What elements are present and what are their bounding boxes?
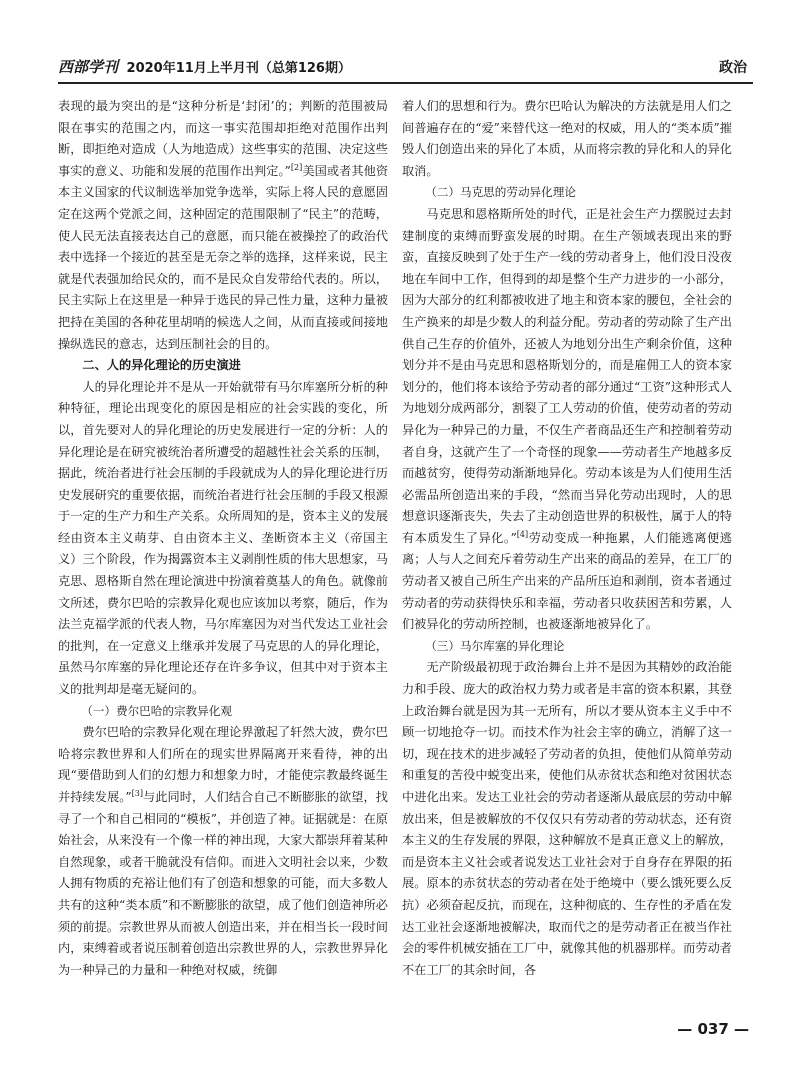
- paragraph: [402, 204, 732, 636]
- issue-info: 2020年11月上半月刊（总第126期）: [126, 61, 351, 76]
- subsection-heading: （三）马尔库塞的异化理论: [425, 638, 565, 653]
- section-heading: 二、人的异化理论的历史演进: [82, 358, 241, 373]
- left-column: [58, 96, 388, 1036]
- paragraph-text: 马克思和恩格斯所处的时代，正是社会生产力摆脱过去封建制度的束缚而野蛮发展的时期。在生产领域表现出来的野蛮，直接反映到了处于生产一线的劳动者身上，他们没日没夜地在车间中工作，但得到的却是整个生产力进步的一小部分，因为大部分的红利都被收进了地主和资本家的腰包，全社会的生产换来的却是少数人的利益分配。劳动者的劳动除了生产出供自己生存的价值外，还被人为地划分出生产剩余价值，这种划分并不是由马克思和恩格斯划分的，而是雇佣工人的资本家划分的，他们将本该给予劳动者的部分通过“工资”这种形式人为地划分成两部分，割裂了工人劳动的价值，使劳动者的劳动异化为一种异己的力量，不仅生产者商品还生产和控制着劳动者自身，这就产生了一个奇怪的现象——劳动者生产地越多反而越贫穷，使得劳动渐渐地异化。劳动本该是为人们使用生活必需品所创造出来的手段，“然而当异化劳动出现时，人的思想意识逐渐丧失，失去了主动创造世界的积极性，属于人的特有本质发生了异化。”: [402, 206, 732, 545]
- citation-ref: [2]: [290, 162, 303, 172]
- citation-ref: [3]: [131, 788, 143, 798]
- paragraph-text: 与此同时，人们结合自己不断膨胀的欲望，找寻了一个和自己相同的“模板”，并创造了神。证据就是：在原始社会，从来没有一个像一样的神出现，大家大都崇拜着某种自然现象，或者干脆就没有信仰。而进入文明社会以来，少数人拥有物质的充裕让他们有了创造和想象的可能，而大多数人共有的这种“类本质”和不断膨胀的欲望，成了他们创造神所必须的前提。宗教世界从而被人创造出来，并在相当长一段时间内，束缚着或者说压制着创造出宗教世界的人，宗教世界异化为一种异己的力量和一种绝对权威，统御: [58, 790, 388, 977]
- subsection-heading: （二）马克思的劳动异化理论: [425, 185, 576, 200]
- right-column: [402, 96, 732, 1036]
- paragraph-text: 美国或者其他资本主义国家的代议制选举加党争选举，实际上将人民的意愿固定在这两个党派之间，这种固定的范围限制了“民主”的范畴，使人民无法直接表达自己的意愿，而只能在被操控了的政治代表中选择一个接近的甚至是无奈之举的选择，这样来说，民主就是代表强加给民众的，而不是民众自发带给代表的。所以，民主实际上在这里是一种异于选民的异己性力量，这种力量被把持在美国的各种花里胡哨的候选人之间，从而直接或间接地操纵选民的意志，达到压制社会的目的。: [58, 163, 388, 351]
- page-header: [58, 52, 753, 84]
- paragraph: 无产阶级最初现于政治舞台上并不是因为其精妙的政治能力和手段、庞大的政治权力势力或者是丰富的资本积累，其登上政治舞台就是因为其一无所有，所以才要从资本主义手中不顾一切地抢夺一切。而技术作为社会主宰的确立，消解了这一切，现在技术的进步减轻了劳动者的负担，使他们从简单劳动和重复的苦役中蜕变出来，使他们从赤贫状态和绝对贫困状态中进化出来。发达工业社会的劳动者逐渐从最底层的劳动中解放出来，但是被解放的不仅仅只有劳动者的劳动状态，还有资本主义的生存发展的界限，这种解放不是真正意义上的解放，而是资本主义社会或者说发达工业社会对于自身存在界限的拓展。原本的赤贫状态的劳动者在处于绝境中（要么饿死要么反抗）必须奋起反抗，而现在，这种彻底的、生存性的矛盾在发达工业社会逐渐地被解决，取而代之的是劳动者正在被当作社会的零件机械安插在工厂中，就像其他的机器那样。而劳动者不在工厂的其余时间，各: [402, 660, 732, 977]
- journal-info: [58, 56, 351, 77]
- paragraph-text: 费尔巴哈的宗教异化观在理论界激起了轩然大波，费尔巴哈将宗教世界和人们所在的现实世界隔离开来看待，神的出现“要借助到人们的幻想力和想象力时，才能使宗教最终诞生并持续发展。”: [58, 725, 388, 804]
- paragraph: [58, 96, 388, 355]
- paragraph: [58, 722, 388, 981]
- journal-logo: 西部学刊: [58, 58, 119, 76]
- paragraph: 人的异化理论并不是从一开始就带有马尔库塞所分析的种种特征，理论出现变化的原因是相应的社会实践的变化，所以，首先要对人的异化理论的历史发展进行一定的分析：人的异化理论是在研究被统治者所遭受的超越性社会关系的压制，据此，统治者进行社会压制的手段就成为人的异化理论进行历史发展研究的重要依据，而统治者进行社会压制的手段又根源于一定的生产力和生产关系。众所周知的是，资本主义的发展经由资本主义萌芽、自由资本主义、垄断资本主义（帝国主义）三个阶段，作为揭露资本主义剥削性质的伟大思想家，马克思、恩格斯自然在理论演进中扮演着奠基人的角色。就像前文所述，费尔巴哈的宗教异化观也应该加以考察，随后，作为法兰克福学派的代表人物，马尔库塞因为对当代发达工业社会的批判，在一定意义上继承并发展了马克思的人的异化理论，虽然马尔库塞的异化理论还存在许多争议，但其中对于资本主义的批判却是毫无疑问的。: [58, 379, 388, 697]
- subsection-heading: （一）费尔巴哈的宗教异化观: [81, 703, 232, 718]
- paragraph: 着人们的思想和行为。费尔巴哈认为解决的方法就是用人们之间普遍存在的“爱”来替代这一绝对的权威，用人的“类本质”摧毁人们创造出来的异化了本质，从而将宗教的异化和人的异化取消。: [402, 99, 732, 178]
- paragraph-text: 劳动变成一种拖累，人们能逃离便逃离；人与人之间充斥着劳动生产出来的商品的差异，在工厂的劳动者又被自己所生产出来的产品所压迫和剥削，资本者通过劳动者的劳动获得快乐和幸福，劳动者只收获困苦和劳累，人们被异化的劳动所控制，也被逐渐地被异化了。: [402, 530, 732, 632]
- citation-ref: [4]: [516, 529, 529, 539]
- page-number: — 037 —: [677, 1020, 749, 1038]
- section-label: 政治: [719, 60, 747, 76]
- paragraph-text: 表现的最为突出的是“这种分析是‘封闭’的；判断的范围被局限在事实的范围之内，而这一事实范围却拒绝对范围作出判断，即拒绝对造成（人为地造成）这些事实的范围、决定这些事实的意义、功能和发展的范围作出判定。”: [58, 99, 388, 178]
